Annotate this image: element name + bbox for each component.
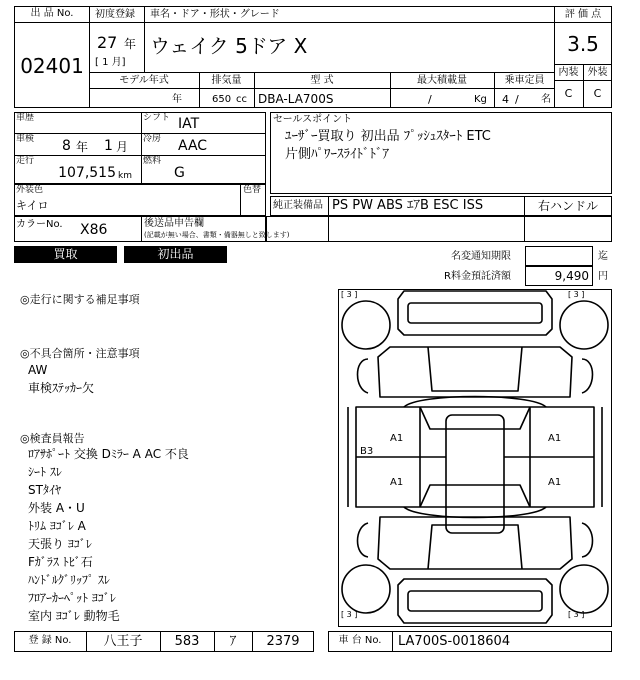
docs-note: (記載が無い場合、書類・備器無しと致します)	[144, 231, 290, 239]
displacement-label: 排気量	[211, 75, 242, 86]
tire-front-left-icon	[342, 301, 390, 349]
inspector-item: ｼｰﾄ ｽﾚ	[28, 465, 62, 479]
shoshuppin-badge: 初出品	[124, 246, 227, 263]
tire-front-right-tread: [ 3 ]	[568, 290, 585, 299]
inspector-item: Fｶﾞﾗｽ ﾄﾋﾞ石	[28, 555, 93, 569]
max-load-label: 最大積載量	[417, 75, 467, 86]
history-label: 車歴	[16, 113, 35, 123]
driving-notes-title: ◎走行に関する補足事項	[20, 293, 140, 306]
tire-front-right-icon	[560, 301, 608, 349]
exterior-grade: C	[593, 87, 602, 100]
rear-top-outline	[398, 579, 552, 623]
first-reg-year-unit: 年	[124, 37, 137, 51]
aircon-value: AAC	[178, 138, 208, 154]
car-diagram-svg	[338, 289, 612, 627]
displacement-unit: cc	[236, 94, 247, 105]
equipment-label: 純正装備品	[273, 200, 323, 211]
defects-title: ◎不具合箇所・注意事項	[20, 347, 140, 360]
inspection-month-unit: 月	[116, 140, 129, 154]
inspector-item: ﾄﾘﾑ ﾖｺﾞﾚ A	[28, 519, 86, 533]
registration-label: 登 録 No.	[28, 635, 72, 646]
sales-points-label: セールスポイント	[273, 114, 353, 125]
front-view-outline	[378, 347, 572, 397]
inspector-item: 天張り ﾖｺﾞﾚ	[28, 537, 92, 551]
fuel-value: G	[174, 165, 185, 181]
inspector-item: ﾊﾝﾄﾞﾙｸﾞﾘｯﾌﾟ ｽﾚ	[28, 573, 110, 587]
sales-points-line1: ﾕｰｻﾞｰ買取り 初出品 ﾌﾟｯｼｭｽﾀｰﾄ ETC	[285, 129, 491, 144]
tire-rear-left-tread: [ 3 ]	[341, 610, 358, 619]
kaitori-badge: 買取	[14, 246, 117, 263]
exterior-label: 外装	[587, 67, 608, 78]
front-top-outline	[398, 291, 552, 335]
sales-points-line2: 片側ﾊﾟﾜｰｽﾗｲﾄﾞﾄﾞｱ	[285, 147, 390, 162]
model-type-value: DBA-LA700S	[258, 92, 334, 106]
roof-outline	[446, 415, 504, 533]
max-load-slash: /	[428, 93, 432, 106]
car-name-label: 車名・ドア・形状・グレード	[150, 9, 280, 20]
inspector-item: 外装 A・U	[28, 501, 85, 515]
capacity-label: 乗車定員	[504, 75, 545, 86]
inspection-year-unit: 年	[76, 140, 89, 154]
capacity-value: 4	[502, 93, 509, 106]
inspector-report-title: ◎検査員報告	[20, 432, 85, 445]
capacity-unit: 名	[541, 94, 551, 105]
shift-value: IAT	[178, 116, 200, 132]
color-box	[14, 184, 266, 216]
inspection-label: 車検	[16, 134, 35, 144]
inspection-month: 1	[104, 138, 113, 154]
model-year-unit: 年	[172, 94, 182, 105]
color-change-label: 色替	[243, 185, 262, 195]
rating-value: 3.5	[567, 32, 599, 56]
tire-rear-left-icon	[342, 565, 390, 613]
docs-label: 後送品申告欄	[144, 218, 204, 229]
defect-item: 車検ｽﾃｯｶｰ欠	[28, 381, 95, 395]
color-no-value: X86	[80, 222, 108, 238]
color-no-label: カラーNo.	[16, 219, 63, 230]
first-reg-year: 27	[97, 33, 118, 52]
transfer-deadline-label: 名変通知期限	[451, 251, 511, 262]
color-value: キイロ	[16, 199, 49, 212]
recycle-fee-label: R料金預託済額	[444, 271, 511, 282]
lot-label: 出 品 No.	[30, 8, 74, 19]
tire-front-left-tread: [ 3 ]	[341, 290, 358, 299]
lot-number: 02401	[20, 54, 84, 78]
damage-mark-a1: A1	[548, 477, 562, 488]
fuel-label: 燃料	[143, 156, 162, 166]
mileage-label: 走行	[16, 156, 35, 166]
mileage-unit: km	[118, 171, 132, 181]
defect-item: AW	[28, 363, 48, 377]
interior-grade: C	[564, 87, 573, 100]
recycle-fee-value: 9,490	[554, 269, 589, 283]
aircon-label: 冷房	[143, 134, 162, 144]
inspector-item: ﾛｱｻﾎﾟｰﾄ 交換 Dﾐﾗｰ A AC 不良	[28, 447, 189, 461]
model-type-label: 型 式	[310, 75, 334, 86]
registration-class: 583	[174, 634, 200, 649]
recycle-fee-unit: 円	[598, 271, 608, 282]
max-load-unit: Kg	[474, 94, 487, 105]
chassis-label: 車 台 No.	[338, 635, 382, 646]
handle-position: 右ハンドル	[537, 199, 598, 213]
capacity-slash: /	[515, 93, 519, 106]
first-reg-label: 初度登録	[95, 9, 135, 20]
equipment-items: PS PW ABS ｴｱB ESC ISS	[332, 198, 484, 213]
inspection-year: 8	[62, 138, 71, 154]
rating-label: 評 価 点	[564, 9, 602, 20]
docs-extension-box	[266, 216, 612, 242]
tire-rear-right-icon	[560, 565, 608, 613]
inspector-item: ﾌﾛｱｰｶｰﾍﾟｯﾄ ﾖｺﾞﾚ	[28, 591, 116, 605]
registration-number: 2379	[266, 634, 300, 649]
damage-mark-a1: A1	[390, 477, 404, 488]
registration-kana: ｱ	[229, 634, 237, 649]
transfer-deadline-unit: 迄	[598, 251, 608, 262]
car-name: ウェイク 5ドア X	[150, 34, 308, 58]
inspector-item: STﾀｲﾔ	[28, 483, 61, 497]
shift-label: シフト	[143, 113, 171, 123]
displacement-value: 650	[212, 94, 232, 105]
color-label: 外装色	[16, 185, 44, 195]
damage-mark-a1: A1	[390, 433, 404, 444]
damage-mark-a1: A1	[548, 433, 562, 444]
model-year-label: モデル年式	[119, 75, 169, 86]
first-reg-month: [ 1 月]	[95, 57, 126, 68]
mileage-value: 107,515	[58, 165, 116, 181]
transfer-deadline-box	[525, 246, 593, 266]
tire-rear-right-tread: [ 3 ]	[568, 610, 585, 619]
interior-label: 内装	[558, 67, 579, 78]
damage-mark-b3: B3	[360, 446, 374, 457]
registration-area: 八王子	[103, 634, 143, 649]
chassis-number: LA700S-0018604	[398, 634, 511, 649]
inspector-item: 室内 ﾖｺﾞﾚ 動物毛	[28, 609, 120, 623]
